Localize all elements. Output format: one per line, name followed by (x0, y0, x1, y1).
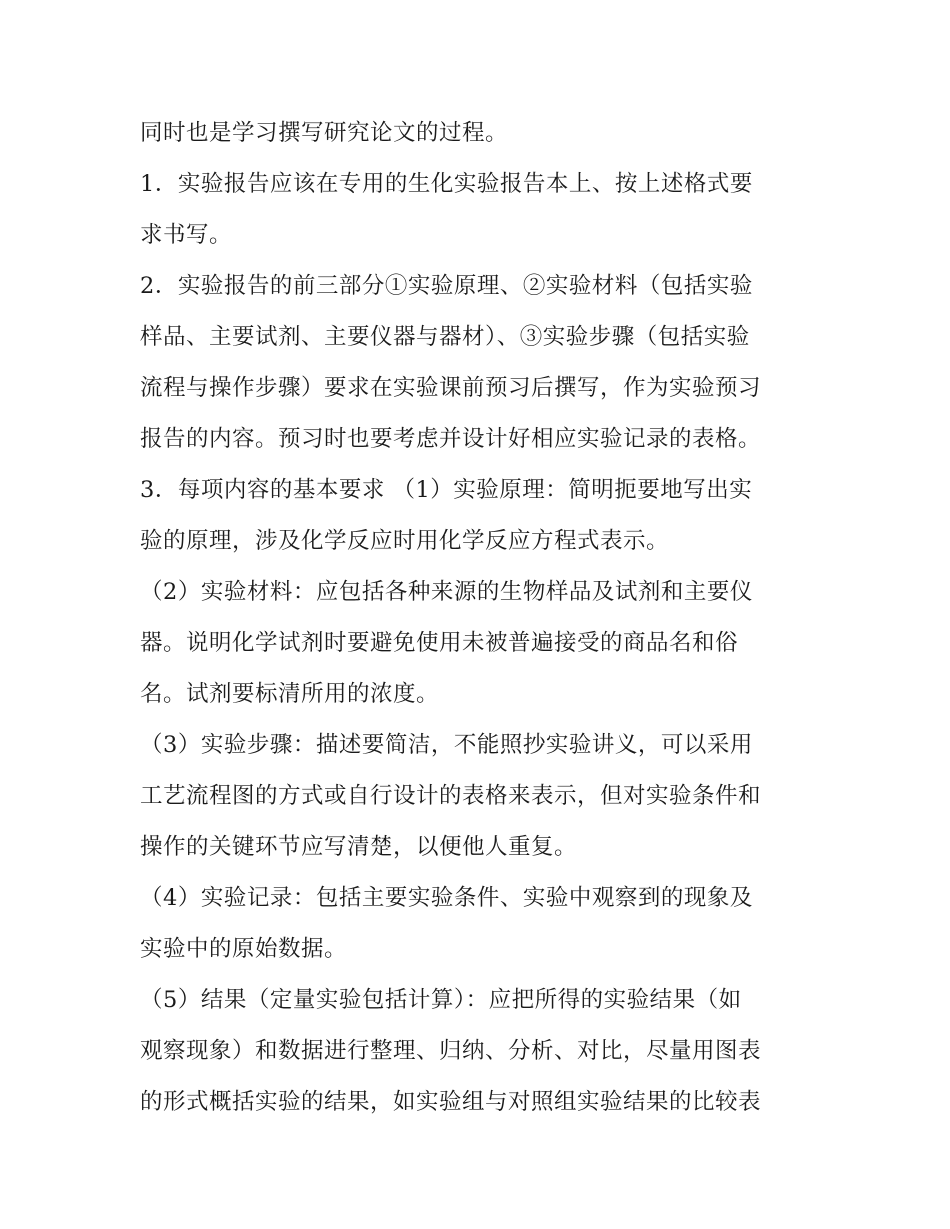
text-line: 3．每项内容的基本要求 （1）实验原理：简明扼要地写出实 (140, 477, 753, 503)
text-line: 2．实验报告的前三部分①实验原理、②实验材料（包括实验 (140, 273, 753, 299)
text-line: （2）实验材料：应包括各种来源的生物样品及试剂和主要仪 (140, 579, 753, 605)
text-line: 验的原理，涉及化学反应时用化学反应方程式表示。 (140, 528, 670, 554)
text-line: 名。试剂要标清所用的浓度。 (140, 681, 440, 707)
text-line: （5）结果（定量实验包括计算）：应把所得的实验结果（如 (140, 987, 742, 1013)
text-line: 同时也是学习撰写研究论文的过程。 (140, 120, 509, 146)
text-line: 实验中的原始数据。 (140, 936, 348, 962)
text-line: 的形式概括实验的结果，如实验组与对照组实验结果的比较表 (140, 1089, 762, 1115)
text-line: 工艺流程图的方式或自行设计的表格来表示，但对实验条件和 (140, 783, 762, 809)
text-line: 报告的内容。预习时也要考虑并设计好相应实验记录的表格。 (140, 426, 762, 452)
text-line: 求书写。 (140, 222, 233, 248)
text-line: 观察现象）和数据进行整理、归纳、分析、对比，尽量用图表 (140, 1038, 762, 1064)
text-line: （4）实验记录：包括主要实验条件、实验中观察到的现象及 (140, 885, 753, 911)
text-line: 1．实验报告应该在专用的生化实验报告本上、按上述格式要 (140, 171, 753, 197)
text-line: （3）实验步骤：描述要简洁，不能照抄实验讲义，可以采用 (140, 732, 753, 758)
text-line: 操作的关键环节应写清楚，以便他人重复。 (140, 834, 578, 860)
text-line: 流程与操作步骤）要求在实验课前预习后撰写，作为实验预习 (140, 375, 762, 401)
body-text (140, 108, 820, 1128)
text-line: 器。说明化学试剂时要避免使用未被普遍接受的商品名和俗 (140, 630, 739, 656)
text-line: 样品、主要试剂、主要仪器与器材）、③实验步骤（包括实验 (140, 324, 750, 350)
